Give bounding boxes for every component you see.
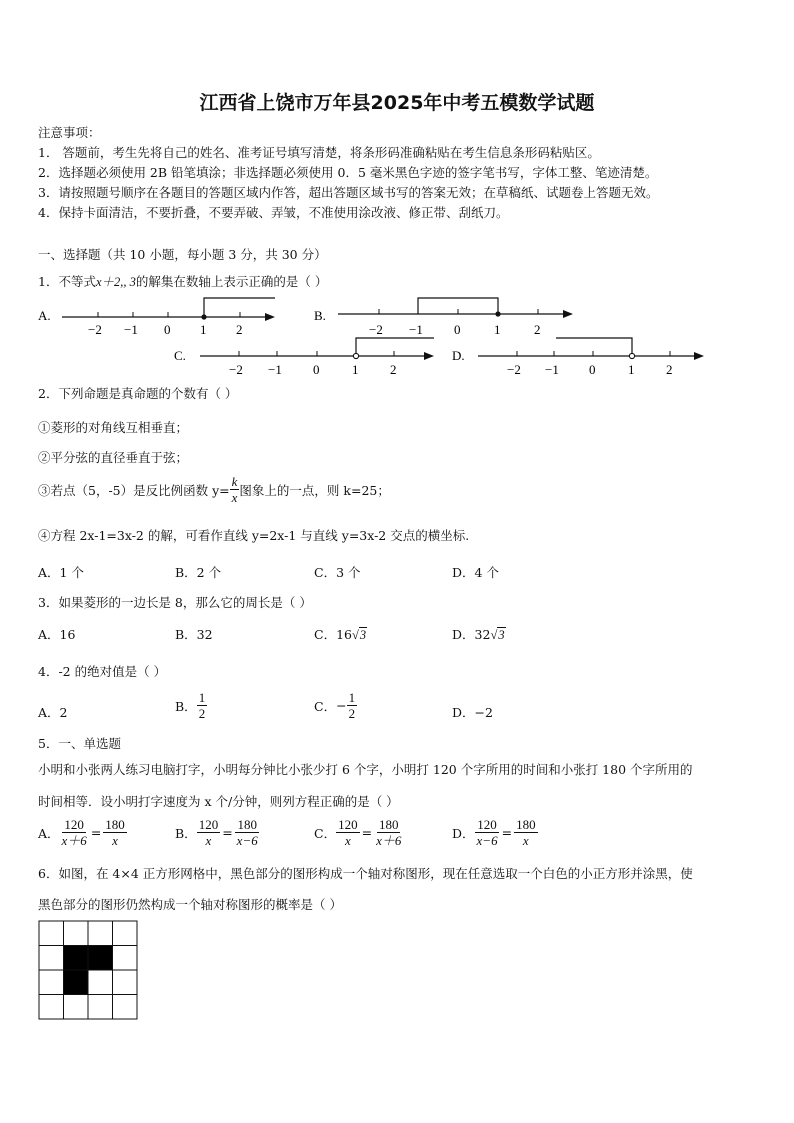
q4-b-label: B． [175, 698, 197, 714]
q5-b-rn: 180 [237, 817, 257, 832]
q3-c-sqrt: √3 [351, 628, 367, 642]
notice-item-3: 3．请按照题号顺序在各题目的答题区域内作答，超出答题区域书写的答案无效；在草稿纸、试题卷上答题无效。 [38, 185, 659, 200]
q5-stem: 5．一、单选题 [38, 736, 121, 751]
q4-c-den: 2 [348, 706, 356, 721]
q1a-tick-neg1: −1 [124, 322, 138, 337]
q1c-tick-neg2: −2 [229, 362, 243, 377]
q5-b-label: B． [175, 825, 197, 841]
q5-a-rd: x [112, 833, 118, 848]
q2-option-b: B．2 个 [175, 565, 222, 580]
q5-b-equals: = [222, 825, 233, 840]
q2-option-a: A．1 个 [38, 565, 84, 580]
q3-d-radicand: 3 [498, 628, 505, 642]
q2-option-c: C．3 个 [314, 565, 361, 580]
q1a-ticks [98, 312, 240, 317]
q5-paragraph-2: 时间相等．设小明打字速度为 x 个/分钟，则列方程正确的是（ ） [38, 794, 399, 809]
q3-option-c [314, 625, 367, 643]
q1-label-a: A. [38, 308, 51, 323]
q1d-tick-0: 0 [589, 362, 596, 377]
q5-b-right-fraction [235, 817, 260, 848]
q3-c-coef: C．16 [314, 627, 352, 642]
section-heading: 一、选择题（共 10 小题，每小题 3 分，共 30 分） [38, 247, 327, 262]
q5-c-ld: x [344, 833, 351, 848]
q5-c-left-fraction [336, 817, 360, 848]
q5-b-ld: x [205, 833, 212, 848]
q5-c-rn: 180 [378, 817, 399, 832]
q2-statement-2: ②平分弦的直径垂直于弦； [38, 450, 189, 465]
q5-d-label: D． [452, 825, 475, 841]
q1d-tick-2: 2 [666, 362, 673, 377]
q1-number-lines [30, 290, 720, 380]
q5-d-equals: = [501, 825, 513, 840]
q5-c-equals: = [361, 825, 373, 840]
q1a-arrow [265, 313, 275, 321]
q1d-arrow [694, 352, 704, 360]
q1b-tick-neg1: −1 [409, 322, 423, 337]
q4-option-a: A．2 [38, 705, 68, 720]
q4-c-num: 1 [348, 690, 356, 705]
q3-stem: 3．如果菱形的一边长是 8，那么它的周长是（ ） [38, 595, 312, 610]
q2-s3-post: 图象上的一点，则 k=25； [239, 482, 390, 498]
q5-d-left-fraction [475, 817, 500, 848]
q2-option-d: D．4 个 [452, 565, 499, 580]
q4-b-num: 1 [198, 690, 206, 705]
q5-a-ln: 120 [64, 817, 84, 832]
q1b-tick-1: 1 [494, 322, 501, 337]
q4-c-fraction [347, 690, 358, 721]
notice-item-2: 2．选择题必须使用 2B 铅笔填涂；非选择题必须使用 0．5 毫米黑色字迹的签字笔书写，字体工整、笔迹清楚。 [38, 165, 658, 180]
q1b-tick-neg2: −2 [369, 322, 383, 337]
grid-cell-white [88, 921, 113, 946]
q5-d-right-fraction [514, 817, 538, 848]
q1d-tick-1: 1 [628, 362, 635, 377]
q1a-tick-1: 1 [200, 322, 207, 337]
q5-a-label: A． [38, 825, 60, 841]
q6-grid-figure [38, 920, 140, 1020]
q2-stem: 2．下列命题是真命题的个数有（ ） [38, 386, 238, 401]
q1-stem [38, 272, 327, 290]
q2-s3-num: k [231, 474, 238, 489]
grid-cell-white [64, 921, 89, 946]
q1-label-d: D. [452, 348, 465, 363]
q3-c-radicand: 3 [359, 628, 367, 642]
q1c-tick-1: 1 [352, 362, 359, 377]
q4-b-fraction [197, 690, 208, 721]
q6-paragraph-2: 黑色部分的图形仍然构成一个轴对称图形的概率是（ ） [38, 897, 342, 912]
grid-cell-black [64, 946, 89, 971]
q1a-solid-dot [201, 314, 206, 319]
q5-c-ln: 120 [338, 817, 358, 832]
q1a-tick-0: 0 [164, 322, 171, 337]
q2-s3-fraction [230, 474, 240, 505]
q1d-tick-neg2: −2 [507, 362, 521, 377]
q5-b-ln: 120 [198, 817, 219, 832]
q5-c-right-fraction [374, 817, 403, 848]
q3-option-a: A．16 [38, 627, 76, 642]
q2-statement-3 [38, 474, 390, 505]
q1a-tick-2: 2 [236, 322, 243, 337]
q1b-tick-2: 2 [534, 322, 541, 337]
grid-cell-black [64, 970, 89, 995]
q1-stem-pre: 1．不等式 [38, 274, 96, 289]
q4-option-d: D．−2 [452, 705, 493, 720]
grid-cell-white [113, 995, 138, 1020]
q1-label-b: B. [314, 308, 326, 323]
q5-d-ld: x−6 [476, 833, 498, 848]
q5-a-rn: 180 [105, 817, 125, 832]
q5-option-b [175, 817, 260, 848]
q1d-tick-neg1: −1 [545, 362, 559, 377]
q5-a-ld: x＋6 [61, 833, 87, 848]
q1c-arrow [424, 352, 434, 360]
q3-d-sqrt: √3 [490, 628, 505, 642]
q5-d-rd: x [522, 833, 529, 848]
q5-a-equals: = [90, 825, 102, 840]
q1-stem-math: x＋2,, 3 [95, 275, 136, 289]
q5-c-rd: x＋6 [376, 833, 402, 848]
q5-d-ln: 120 [477, 817, 497, 832]
q1b-tick-0: 0 [454, 322, 461, 337]
q3-option-b: B．32 [175, 627, 213, 642]
q5-b-rd: x−6 [236, 833, 258, 848]
grid-cell-white [88, 995, 113, 1020]
q1d-solution-bracket [556, 338, 632, 356]
q2-s3-den: x [231, 490, 238, 505]
q1c-ticks [239, 351, 394, 356]
page-title: 江西省上饶市万年县2025年中考五模数学试题 [199, 92, 595, 114]
grid-cell-white [39, 995, 64, 1020]
q1c-tick-0: 0 [313, 362, 320, 377]
q1d-hollow-dot [629, 353, 634, 358]
grid-cell-white [39, 970, 64, 995]
q4-stem: 4．-2 的绝对值是（ ） [38, 664, 167, 679]
q1c-tick-neg1: −1 [268, 362, 282, 377]
q2-statement-1: ①菱形的对角线互相垂直； [38, 420, 189, 435]
q5-c-label: C． [314, 825, 337, 841]
q5-option-a [38, 817, 127, 848]
q3-option-d [452, 625, 506, 643]
q2-s3-pre: ③若点（5，-5）是反比例函数 y= [38, 482, 230, 498]
q5-b-left-fraction [197, 817, 221, 848]
q1b-arrow [563, 310, 573, 318]
q4-option-b [175, 690, 207, 721]
q1b-solid-dot [495, 311, 500, 316]
q4-c-label: C． [314, 698, 337, 714]
grid-cell-white [39, 921, 64, 946]
notice-item-4: 4．保持卡面清洁，不要折叠，不要弄破、弄皱，不准使用涂改液、修正带、刮纸刀。 [38, 205, 509, 220]
notice-item-1: 1． 答题前，考生先将自己的姓名、准考证号填写清楚，将条形码准确粘贴在考生信息条形码粘贴区。 [38, 145, 600, 160]
q1-label-c: C. [174, 348, 186, 363]
q1c-tick-2: 2 [390, 362, 397, 377]
q1d-ticks [517, 351, 670, 356]
q5-d-rn: 180 [516, 817, 536, 832]
q1c-hollow-dot [353, 353, 358, 358]
q3-d-coef: D．32 [452, 627, 491, 642]
grid-cell-white [88, 970, 113, 995]
q4-option-c [314, 690, 357, 721]
q1a-tick-neg2: −2 [88, 322, 102, 337]
grid-cell-black [88, 946, 113, 971]
grid-cell-white [64, 995, 89, 1020]
grid-cell-white [113, 921, 138, 946]
q1-stem-post: 的解集在数轴上表示正确的是（ ） [135, 274, 328, 289]
q6-paragraph-1: 6．如图，在 4×4 正方形网格中，黑色部分的图形构成一个轴对称图形，现在任意选取一个白色的小正方形并涂黑，使 [38, 866, 693, 881]
q4-c-sign: − [336, 698, 347, 713]
grid-cell-white [113, 970, 138, 995]
q5-option-c [314, 817, 403, 848]
q5-option-d [452, 817, 538, 848]
q6-grid-cells [39, 921, 137, 1019]
grid-cell-white [113, 946, 138, 971]
q2-statement-4: ④方程 2x-1=3x-2 的解，可看作直线 y=2x-1 与直线 y=3x-2 交点的横坐标. [38, 528, 470, 543]
q4-b-den: 2 [198, 706, 206, 721]
q5-paragraph-1: 小明和小张两人练习电脑打字，小明每分钟比小张少打 6 个字，小明打 120 个字所用的时间和小张打 180 个字所用的 [38, 762, 693, 777]
q5-a-left-fraction [60, 817, 89, 848]
q1c-solution-bracket [356, 338, 434, 356]
grid-cell-white [39, 946, 64, 971]
notice-heading: 注意事项： [38, 125, 101, 140]
q5-a-right-fraction [103, 817, 127, 848]
q1b-ticks [379, 309, 538, 314]
